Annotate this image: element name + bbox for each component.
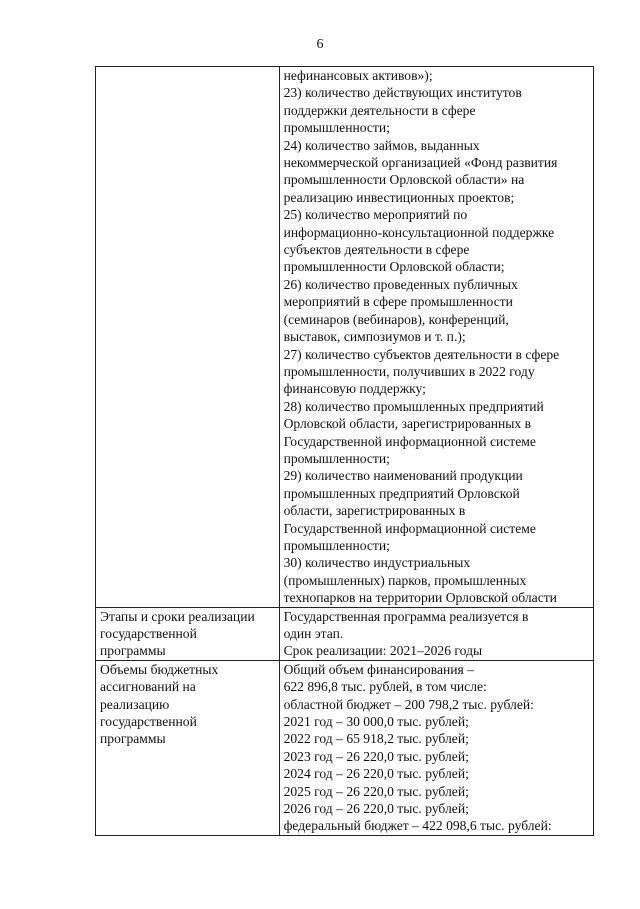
text-line: 2025 год – 26 220,0 тыс. рублей; [283,783,469,799]
text-line: технопарков на территории Орловской области [283,590,557,606]
text-line: субъектов деятельности в сфере [283,242,470,258]
text-line: некоммерческой организацией «Фонд развития [283,155,558,171]
text-line: реализацию [100,696,170,712]
table-cell-label [96,67,280,608]
page-number: 6 [316,37,324,52]
text-line: 23) количество действующих институтов [283,85,522,101]
table-cell-content [279,660,593,835]
text-line: финансовую поддержку; [283,381,426,397]
text-line: 28) количество промышленных предприятий [283,398,544,414]
text-line: Государственной информационной системе [283,433,536,449]
text-line: 25) количество мероприятий по [283,207,468,223]
text-line: государственной [100,626,197,641]
text-line: 2023 год – 26 220,0 тыс. рублей; [283,748,469,764]
text-line: Орловской области, зарегистрированных в [283,416,532,432]
text-line: (семинаров (вебинаров), конференций, [283,311,509,327]
text-line: 2021 год – 30 000,0 тыс. рублей; [283,714,469,730]
text-line: Общий объем финансирования – [283,661,475,677]
table-cell-label [96,607,280,660]
text-line: промышленности, получивших в 2022 году [283,363,535,379]
text-line: 2024 год – 26 220,0 тыс. рублей; [283,766,469,782]
text-line: Государственная программа реализуется в [283,608,529,624]
text-line: области, зарегистрированных в [283,503,466,519]
text-line: промышленности; [283,537,390,553]
text-line: реализацию инвестиционных проектов; [283,189,515,205]
table-row-indicators [96,67,594,608]
text-line: областной бюджет – 200 798,2 тыс. рублей: [283,696,534,712]
text-line: 2026 год – 26 220,0 тыс. рублей; [283,801,469,817]
text-line: промышленности; [283,120,390,136]
table-cell-content [279,607,593,660]
text-line: выставок, симпозиумов и т. п.); [283,329,466,345]
text-line: промышленности Орловской области; [283,259,505,275]
text-line: промышленности Орловской области» на [283,172,525,188]
table-row-stages [96,607,594,660]
text-line: программы [100,643,166,659]
text-line: 27) количество субъектов деятельности в сфере [283,346,560,362]
text-line: промышленных предприятий Орловской [283,485,520,501]
passport-table [95,66,594,836]
text-line: государственной [100,714,197,730]
text-line: 622 896,8 тыс. рублей, в том числе: [283,679,487,695]
text-line: 30) количество индустриальных [283,555,471,571]
text-line: федеральный бюджет – 422 098,6 тыс. рублей: [283,818,552,834]
text-line: программы [100,731,166,747]
text-line: один этап. [283,626,344,641]
text-line: поддержки деятельности в сфере [283,102,476,118]
text-line: 29) количество наименований продукции [283,468,523,484]
text-line: мероприятий в сфере промышленности [283,294,513,310]
text-line: Государственной информационной системе [283,520,536,536]
text-line: Объемы бюджетных [100,661,219,677]
text-line: нефинансовых активов»); [283,68,433,83]
text-line: информационно-консультационной поддержке [283,224,555,240]
text-line: 26) количество проведенных публичных [283,276,518,292]
text-line: ассигнований на [100,679,196,695]
text-line: 24) количество займов, выданных [283,137,480,153]
table-cell-content [279,67,593,608]
text-line: промышленности; [283,450,390,466]
text-line: 2022 год – 65 918,2 тыс. рублей; [283,731,469,747]
table-cell-label [96,660,280,835]
table-row-budget [96,660,594,835]
text-line: Срок реализации: 2021–2026 годы [283,643,483,659]
text-line: Этапы и сроки реализации [100,608,255,624]
text-line: (промышленных) парков, промышленных [283,572,527,588]
